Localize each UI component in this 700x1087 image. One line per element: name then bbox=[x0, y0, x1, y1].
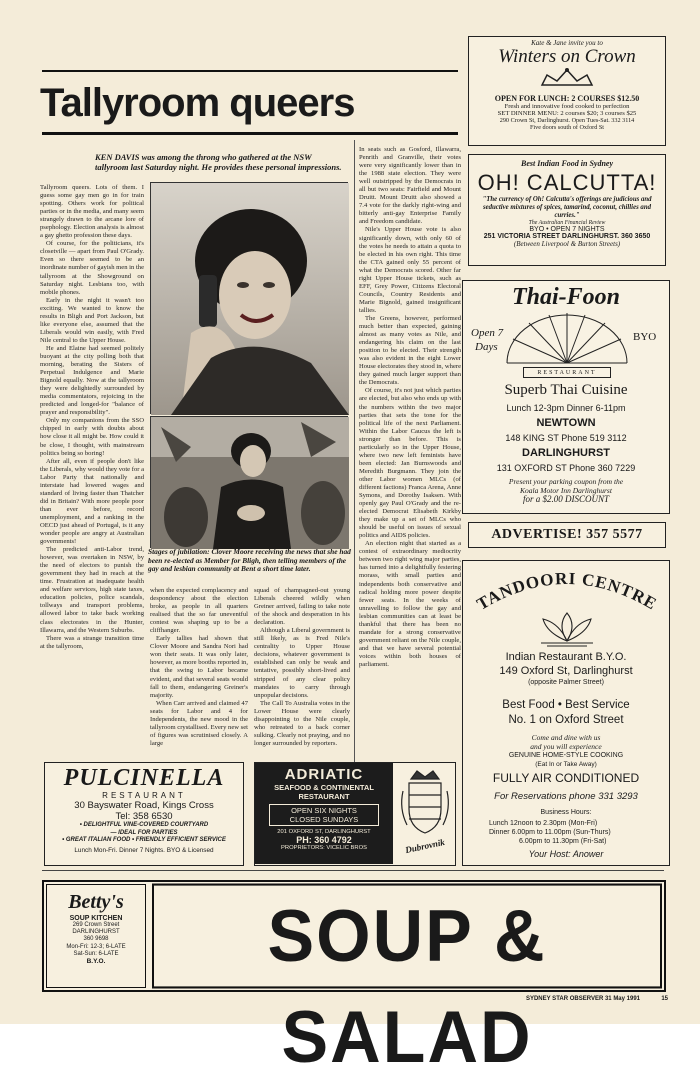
paragraph: After all, even if people don't like the Liberals, why would they vote for a Labor Party that nationally and interstate had lowered wages and standard of living faster than Thatcher did in Britain? With more people poor than ever before, record unemployment, and a ranking in the OECD just ahead of Portugal, is it any wonder people are angry at Australian governments! bbox=[40, 457, 145, 546]
ad-adriatic-crest-label: Dubrovnik bbox=[404, 836, 446, 856]
ad-calcutta-address: 251 VICTORIA STREET DARLINGHURST. 360 3650 bbox=[483, 233, 651, 240]
ad-calcutta-between: (Between Liverpool & Burton Streets) bbox=[513, 240, 621, 248]
ad-calcutta-hours: BYO • OPEN 7 NIGHTS bbox=[529, 226, 605, 233]
article-bottom-rule bbox=[42, 870, 664, 871]
article-intro: KEN DAVIS was among the throng who gathered at the NSW tallyroom last Saturday night. He provides these personal impressions. bbox=[95, 152, 342, 172]
lotus-icon bbox=[535, 611, 599, 647]
paragraph: when the expected complacency and despondency about the election broke, as people in all quarters realised that the so far uneventful contest was shaping up to be a cliffhanger. bbox=[150, 587, 248, 635]
ad-thai-loc1: NEWTOWN bbox=[536, 417, 596, 429]
ad-thai-loc2: DARLINGHURST bbox=[522, 447, 610, 459]
ad-thai-days: Days bbox=[475, 341, 498, 353]
ad-adriatic-open2: CLOSED SUNDAYS bbox=[289, 815, 359, 824]
ad-tandoori-line2: 149 Oxford St, Darlinghurst bbox=[499, 665, 633, 677]
paragraph: Early tallies had shown that Clover Moore and Sandra Nori had won their seats. It was only later, however, as more booths reported in, that the swing to Labor became evident, and that several seats would fall to them, endangering Greiner's majority. bbox=[150, 635, 248, 699]
ad-tandoori-best2: No. 1 on Oxford Street bbox=[508, 714, 624, 726]
ad-pulcinella-address: 30 Bayswater Road, Kings Cross bbox=[74, 800, 214, 811]
photo-caption: Stages of jubilation: Clover Moore receiving the news that she had been re-elected as Member for Bligh, then telling members of the gay and lesbian community at Bent a short time later. bbox=[148, 547, 351, 574]
ad-advertise: ADVERTISE! 357 5577 bbox=[468, 522, 666, 548]
paragraph: He and Elaine had seemed politely buoyant at the city polling both that morning, berating the Sisters of Perpetual Indulgence and Marie Bignold equally. Now at the tallyroom they were delightedly surrounded by media commentators, rejoicing in the predicted and longed-for "balance of prayer and responsibility". bbox=[40, 344, 144, 417]
ad-calcutta-source: The Australian Financial Review bbox=[528, 220, 606, 226]
paragraph: The Greens, however, performed much better than expected, gaining almost as many votes as Nile, and endangering his claim on the last position to be elected. Their strength was also evident in the eight Lower House electorates they stood in, where they gained much larger support than the Democrats. bbox=[359, 314, 461, 387]
ad-thai-coupon-line2: Koala Motor Inn Darlinghurst bbox=[520, 486, 612, 495]
article-column-2 bbox=[150, 587, 248, 757]
ad-winters-on-crown bbox=[468, 36, 666, 146]
ad-adriatic-props: PROPRIETORS: VICELIC BROS bbox=[281, 845, 367, 851]
ad-bettys-byo: B.Y.O. bbox=[86, 958, 106, 966]
ad-pulcinella-title: PULCINELLA bbox=[63, 765, 225, 791]
ad-tandoori-aircon: FULLY AIR CONDITIONED bbox=[492, 771, 640, 785]
ad-thai-coupon-line1: Present your parking coupon from the bbox=[508, 477, 624, 486]
ad-tandoori-reserve: For Reservations phone 331 3293 bbox=[494, 791, 638, 802]
ad-thai-restaurant: RESTAURANT bbox=[523, 367, 611, 378]
article-column-3 bbox=[254, 587, 350, 757]
ad-calcutta-tagline: Best Indian Food in Sydney bbox=[520, 159, 613, 168]
ad-bettys-phone: 360 9698 bbox=[83, 936, 109, 943]
ad-adriatic-panel bbox=[255, 763, 393, 864]
ad-adriatic bbox=[254, 762, 456, 866]
ad-pulcinella-f3: • GREAT ITALIAN FOOD • FRIENDLY EFFICIENT SERVICE bbox=[62, 837, 226, 843]
ad-tandoori-line1: Indian Restaurant B.Y.O. bbox=[505, 651, 627, 663]
paragraph: Of course, it's not just which parties are elected, but also who ends up with the numbers within the two major parties that sets the tone for the political life of the next Parliament. Within the Labor Caucus the left is stronger than before. This is particularly so in the Upper House, where two new left feminists have been elected: Jan Burnswoods and Meredith Burgmann. They join the other Labor women MLCs (of different factions) Franca Arena, Anne Symons, and Dorothy Isaksen. With openly gay Paul O'Grady and the re-elected Democrat Elisabeth Kirkby they make up a set of MLCs who should be useful on issues of sexual politics and AIDS policies. bbox=[359, 387, 461, 540]
ad-pulcinella-f1: • DELIGHTFUL VINE-COVERED COURTYARD bbox=[79, 822, 209, 828]
article-headline: Tallyroom queers bbox=[40, 81, 355, 125]
ad-oh-calcutta bbox=[468, 154, 666, 266]
ad-tandoori-title: TANDOORI CENTRE bbox=[473, 568, 661, 614]
ad-thai-title: Thai-Foon bbox=[511, 284, 621, 310]
ad-thai-loc2-addr: 131 OXFORD ST Phone 360 7229 bbox=[496, 463, 636, 473]
ad-thai-foon bbox=[462, 280, 670, 514]
ad-thai-byo: BYO bbox=[633, 331, 657, 343]
ad-tandoori-lunch: Lunch 12noon to 2.30pm (Mon-Fri) bbox=[489, 820, 598, 827]
ad-pulcinella bbox=[44, 762, 244, 866]
ad-tandoori-dinner: Dinner 6.00pm to 11.00pm (Sun-Thurs) bbox=[489, 829, 611, 836]
ad-thai-loc1-addr: 148 KING ST Phone 519 3112 bbox=[505, 433, 627, 443]
ad-winters-note: Five doors south of Oxford St bbox=[529, 124, 605, 131]
paragraph: The predicted anti-Labor trend, however, was overtaken in NSW, by the need of electors to punish the government they had in reach at the time. Frustration at inadequate health and welfare services, high state taxes, education policies, police scandals, tollways and transport problems, allowed labor to take back working class electorates in the Hunter, Illawarra, and the Western Suburbs. bbox=[40, 546, 144, 634]
ad-thai-open: Open 7 bbox=[471, 327, 504, 339]
ad-adriatic-phone: PH: 360 4792 bbox=[296, 835, 352, 845]
ad-calcutta-quote: "The currency of Oh! Calcutta's offerings are judicious and seductive mixtures of spices, tamarind, coconut, chillies and curries." bbox=[482, 196, 652, 219]
ad-bettys-address: 269 Crown Street bbox=[72, 922, 120, 928]
ad-adriatic-address: 201 OXFORD ST, DARLINGHURST bbox=[277, 829, 371, 835]
ad-thai-coupon bbox=[463, 477, 669, 504]
ad-bettys-info bbox=[46, 884, 146, 988]
ad-winters-address: 290 Crown St, Darlinghurst. Open Tues-Sat. 332 3114 bbox=[499, 117, 635, 124]
ad-adriatic-sub1: SEAFOOD & CONTINENTAL bbox=[274, 783, 374, 792]
ad-thai-cuisine: Superb Thai Cuisine bbox=[504, 382, 628, 398]
ad-bettys-title: Betty's bbox=[68, 891, 124, 913]
paragraph: squad of champagned-out young Liberals cheered wildly when Greiner arrived, failing to take note of the shock and desperation in his declaration. bbox=[254, 587, 350, 627]
paragraph: When Carr arrived and claimed 47 seats for Labor and 4 for Independents, the new mood in the tallyroom crystallised. Every new set of figures was scrutinised closely. A large bbox=[150, 699, 248, 747]
ad-thai-coupon-line3: for a $2.00 DISCOUNT bbox=[522, 494, 609, 504]
photo-clover-moore-phone bbox=[150, 182, 348, 414]
article-column-1 bbox=[40, 184, 144, 744]
ad-tandoori-hours bbox=[489, 819, 669, 846]
top-rule bbox=[42, 70, 458, 72]
ad-tandoori-dine3: GENUINE HOME-STYLE COOKING bbox=[508, 752, 624, 759]
ad-adriatic-title: ADRIATIC bbox=[284, 766, 364, 783]
paragraph: The Call To Australia votes in the Lower House were clearly disappointing to the Nile couple, who retreated to a back corner sulking. Clearly not praying, and no longer surrounded by reporters. bbox=[254, 699, 350, 747]
ad-winters-lunch: OPEN FOR LUNCH: 2 COURSES $12.50 bbox=[494, 94, 640, 103]
ad-tandoori-centre bbox=[462, 560, 670, 866]
ad-bettys-hours1: Mon-Fri: 12-3; 6-LATE bbox=[66, 943, 126, 950]
ad-adriatic-sub2: RESTAURANT bbox=[298, 792, 350, 801]
ad-tandoori-dine4: (Eat In or Take Away) bbox=[535, 761, 597, 768]
headline-rule bbox=[42, 132, 458, 135]
ad-calcutta-title: OH! CALCUTTA! bbox=[477, 170, 657, 195]
ad-tandoori-fri: 6.00pm to 11.30pm (Fri-Sat) bbox=[519, 838, 607, 845]
ad-pulcinella-hours: Lunch Mon-Fri. Dinner 7 Nights. BYO & Licensed bbox=[74, 846, 214, 854]
column-divider bbox=[354, 140, 355, 865]
article-column-4 bbox=[359, 146, 461, 756]
ad-pulcinella-tel: Tel: 358 6530 bbox=[115, 811, 173, 822]
ad-winters-dinner: SET DINNER MENU: 2 courses $20; 3 courses $25 bbox=[497, 110, 637, 117]
paragraph: Although a Liberal government is still likely, as is Fred Nile's centrality to Upper House decisions, whatever government is established can only be weak and tentative, possibly short-lived and stripped of any clear policy mandates to carry through unpopular decisions. bbox=[254, 627, 350, 699]
ad-bettys-hours2: Sat-Sun: 6-LATE bbox=[73, 950, 119, 957]
paragraph: Nile's Upper House vote is also significantly down, with only 60 of the votes he needs to attain a quota to be elected in his own right. This time the CTA gained only 55 percent of what the Democrats scored. Other far right Upper House tickets, such as EFF, Grey Power, Citizens Electoral Councils, Country Residents and Marie Bignold, gained insignificant tallies. bbox=[359, 226, 461, 314]
paragraph: There was a strange transition time at the tallyroom, bbox=[40, 634, 144, 650]
ad-thai-hours: Lunch 12-3pm Dinner 6-11pm bbox=[506, 403, 626, 413]
svg-text:TANDOORI CENTRE bbox=[474, 569, 661, 614]
ad-pulcinella-sub: RESTAURANT bbox=[102, 791, 186, 800]
ad-bettys-banner: SOUP & SALAD bbox=[152, 884, 662, 989]
ad-adriatic-open1: OPEN SIX NIGHTS bbox=[291, 806, 357, 815]
tandoori-arched-title bbox=[465, 565, 669, 615]
ad-tandoori-dine2: and you will experience bbox=[530, 742, 602, 751]
footer-page-number: 15 bbox=[661, 996, 668, 1002]
ad-bettys-suburb: DARLINGHURST bbox=[72, 929, 120, 936]
ad-tandoori-line3: (opposite Palmer Street) bbox=[528, 679, 604, 686]
ad-tandoori-dine1: Come and dine with us bbox=[531, 733, 601, 742]
ad-tandoori-host: Your Host: Anower bbox=[528, 849, 604, 859]
photo-clover-moore-bent bbox=[150, 416, 348, 548]
ad-winters-line2: Fresh and innovative food cooked to perfection bbox=[504, 103, 630, 110]
ad-tandoori-best1: Best Food • Best Service bbox=[502, 699, 630, 711]
ad-winters-invite: Kate & Jane invite you to bbox=[531, 39, 603, 47]
paragraph: Of course, for the politicians, it's closetville — apart from Paul O'Grady. Even so there seemed to be an inordinate number of gayish men in the tallyroom at the Showground on Saturday night. Lesbians too, with mobile phones. bbox=[40, 240, 145, 296]
footer-publication: SYDNEY STAR OBSERVER 31 May 1991 bbox=[525, 996, 640, 1002]
ad-tandoori-bh: Business Hours: bbox=[540, 809, 592, 816]
crown-illustration-icon bbox=[532, 67, 602, 89]
paragraph: Early in the night it wasn't too exciting. We wanted to know the results in Bligh and Port Jackson, but like everyone else, assumed that the Liberals would win easily, with Fred Nile central to the Upper House. bbox=[40, 296, 144, 344]
ad-pulcinella-f2: — IDEAL FOR PARTIES bbox=[110, 829, 178, 836]
sunburst-fan-icon bbox=[503, 311, 631, 367]
paragraph: In seats such as Gosford, Illawarra, Penrith and Granville, their votes were very significantly lower than in the 1988 state election. They were well outstripped by the Democrats in all but two seats: Fairfield and Mount Druitt. Mount Druitt also showed a 7.4 vote for the darkly right-wing and bitterly anti-gay Enterprise Family and Freedom candidate. bbox=[359, 146, 461, 226]
paragraph: An election night that started as a contest of extraordinary mediocrity between two right wing major parties, has turned into a delightfully festering morass, with small parties and independents both conservative and radical holding more power despite fewer seats. In the weeks of unravelling to follow the gay and lesbian communities can at least be thankful that there has been no mandate for a strong conservative government reliant on the Nile couple, and that we have several potential voices within both houses of parliament. bbox=[359, 540, 461, 668]
ad-winters-title: Winters on Crown bbox=[498, 46, 636, 67]
paragraph: Only my companions from the SSO chipped in early with doubts about how close it all might be. How could it be close, I thought, with mainstream politics being so boring! bbox=[40, 417, 144, 457]
paragraph: Tallyroom queers. Lots of them. I guess some gay men go in for train spotting. Others work for political parties or in the media, and many seem strangely drawn to the arcane lore of psephology. Election analysis is almost a gay ghetto profession these days. bbox=[40, 184, 144, 240]
ad-bettys-sub: SOUP KITCHEN bbox=[69, 915, 123, 922]
ad-tandoori-dine bbox=[463, 733, 669, 769]
